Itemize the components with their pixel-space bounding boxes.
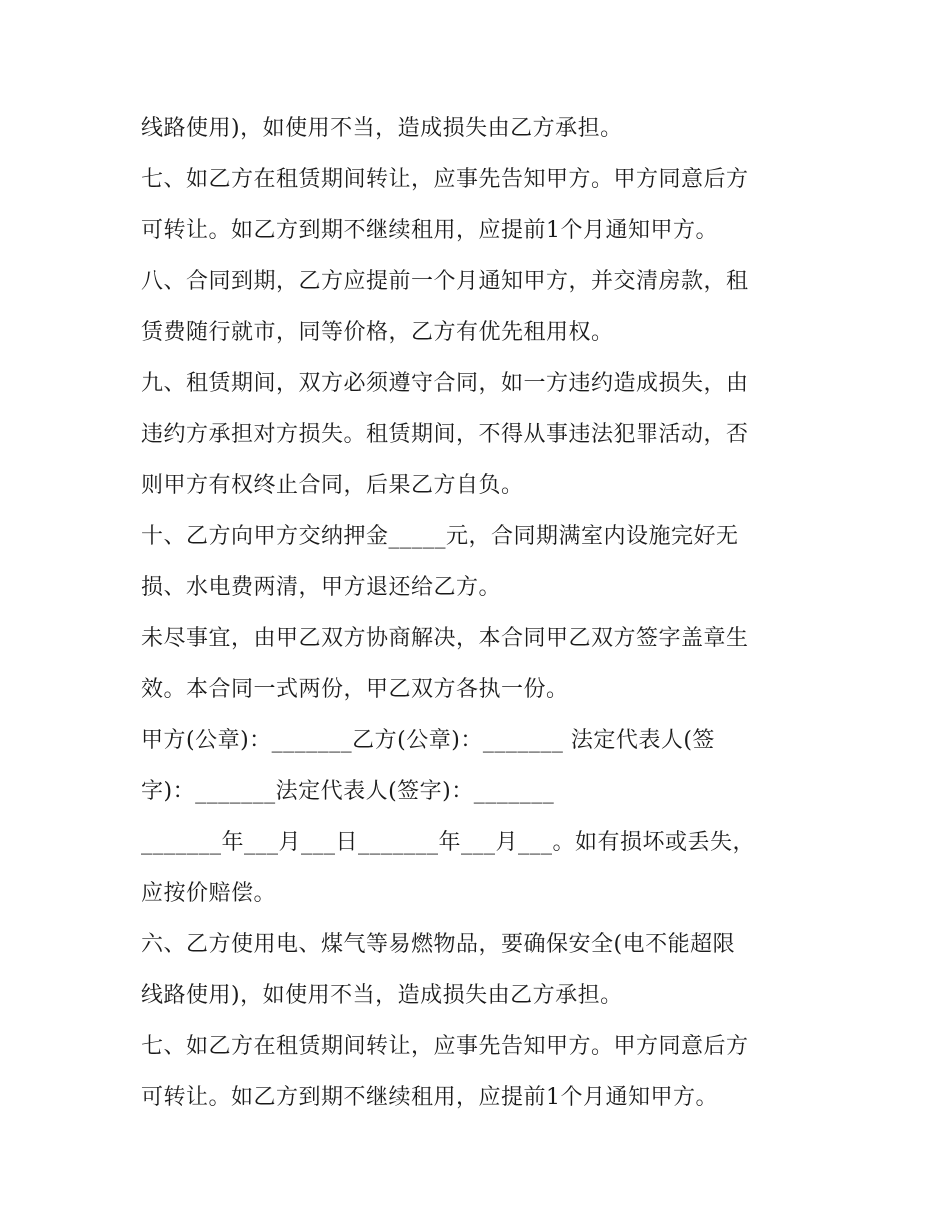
text-line: 可转让。如乙方到期不继续租用，应提前1个月通知甲方。 [141, 1085, 718, 1110]
text-line: 损、水电费两清，甲方退还给乙方。 [141, 575, 502, 600]
text-line: 线路使用)，如使用不当，造成损失由乙方承担。 [141, 116, 623, 141]
text-line: 七、如乙方在租赁期间转让，应事先告知甲方。甲方同意后方 [141, 167, 749, 192]
text-line: 效。本合同一式两份，甲乙双方各执一份。 [141, 677, 569, 702]
text-line: 八、合同到期，乙方应提前一个月通知甲方，并交清房款，租 [141, 269, 749, 294]
document-body [141, 103, 821, 1123]
text-line: 违约方承担对方损失。租赁期间，不得从事违法犯罪活动，否 [141, 422, 749, 447]
text-line: 应按价赔偿。 [141, 881, 277, 906]
text-line: _______年___月___日_______年___月___。如有损坏或丢失， [141, 830, 756, 855]
text-line: 线路使用)，如使用不当，造成损失由乙方承担。 [141, 983, 623, 1008]
text-line: 十、乙方向甲方交纳押金_____元，合同期满室内设施完好无 [141, 524, 739, 549]
text-line: 字)：_______法定代表人(签字)：_______ [141, 779, 555, 804]
text-line: 未尽事宜，由甲乙双方协商解决，本合同甲乙双方签字盖章生 [141, 626, 749, 651]
text-line: 七、如乙方在租赁期间转让，应事先告知甲方。甲方同意后方 [141, 1034, 749, 1059]
text-line: 九、租赁期间，双方必须遵守合同，如一方违约造成损失，由 [141, 371, 749, 396]
text-line: 则甲方有权终止合同，后果乙方自负。 [141, 473, 524, 498]
text-line: 可转让。如乙方到期不继续租用，应提前1个月通知甲方。 [141, 218, 718, 243]
text-line: 甲方(公章)：_______乙方(公章)：_______ 法定代表人(签 [141, 728, 715, 753]
text-line: 六、乙方使用电、煤气等易燃物品，要确保安全(电不能超限 [141, 932, 736, 957]
text-line: 赁费随行就市，同等价格，乙方有优先租用权。 [141, 320, 614, 345]
